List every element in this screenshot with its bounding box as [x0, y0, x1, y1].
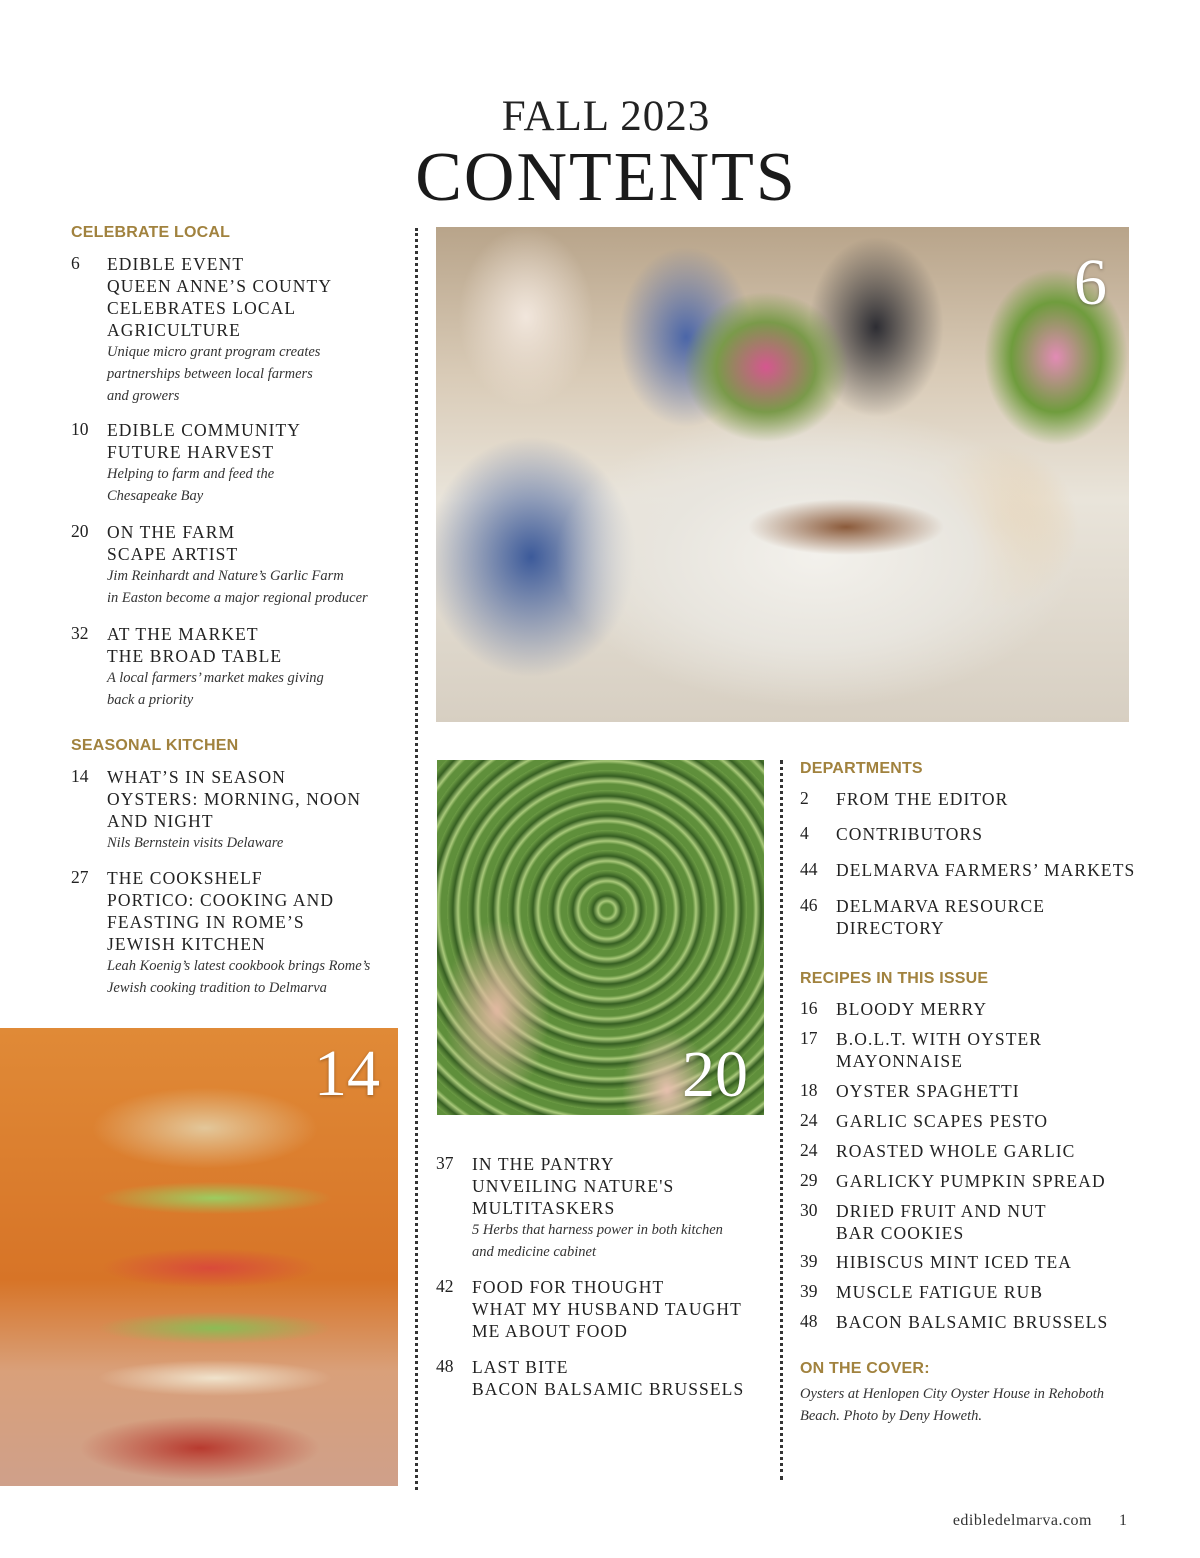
recipe-entry[interactable] [800, 1170, 1140, 1192]
recipe-entry[interactable] [800, 998, 1140, 1020]
recipe-title: OYSTER SPAGHETTI [836, 1081, 1020, 1101]
entry-title: MULTITASKERS [472, 1198, 616, 1218]
section-heading-celebrate-local: CELEBRATE LOCAL [71, 224, 231, 241]
entry-department: FOOD FOR THOUGHT [472, 1277, 665, 1297]
page-number: 18 [800, 1080, 818, 1100]
page-number: 16 [800, 998, 818, 1018]
toc-entry[interactable] [71, 253, 401, 407]
entry-title: FEASTING IN ROME’S [107, 912, 305, 932]
column-divider [415, 228, 418, 1490]
column-divider [780, 760, 783, 1480]
page-number: 27 [71, 867, 89, 887]
entry-department: AT THE MARKET [107, 624, 259, 644]
entry-title: QUEEN ANNE’S COUNTY [107, 276, 333, 296]
page-number: 48 [436, 1356, 454, 1376]
recipe-title: MUSCLE FATIGUE RUB [836, 1282, 1044, 1302]
page-number: 44 [800, 859, 818, 879]
entry-title: DIRECTORY [836, 918, 945, 938]
entry-title: DELMARVA RESOURCE [836, 896, 1046, 916]
page-number: 39 [800, 1281, 818, 1301]
recipe-entry[interactable] [800, 1110, 1140, 1132]
sandwich-photo[interactable] [0, 1028, 398, 1486]
website-url[interactable]: edibledelmarva.com [952, 1512, 1092, 1529]
entry-title: FUTURE HARVEST [107, 442, 275, 462]
recipe-entry[interactable] [800, 1080, 1140, 1102]
cover-caption-line: Beach. Photo by Deny Howeth. [800, 1408, 983, 1424]
page-number: 14 [71, 766, 89, 786]
entry-department: LAST BITE [472, 1357, 569, 1377]
entry-description: in Easton become a major regional producer [107, 590, 368, 606]
entry-department: EDIBLE EVENT [107, 254, 245, 274]
recipe-title: DRIED FRUIT AND NUT [836, 1201, 1047, 1221]
page-number: 29 [800, 1170, 818, 1190]
entry-department: IN THE PANTRY [472, 1154, 615, 1174]
entry-title: PORTICO: COOKING AND [107, 890, 335, 910]
entry-description: Leah Koenig’s latest cookbook brings Rome’s [107, 958, 371, 974]
recipe-title: ROASTED WHOLE GARLIC [836, 1141, 1076, 1161]
toc-entry[interactable] [71, 766, 401, 854]
entry-department: EDIBLE COMMUNITY [107, 420, 302, 440]
section-heading-departments: DEPARTMENTS [800, 760, 923, 777]
entry-description: Helping to farm and feed the [107, 466, 275, 482]
toc-entry[interactable] [71, 419, 401, 507]
toc-entry[interactable] [71, 867, 401, 999]
section-heading-recipes: RECIPES IN THIS ISSUE [800, 970, 989, 987]
entry-title: BACON BALSAMIC BRUSSELS [472, 1379, 745, 1399]
recipe-title: MAYONNAISE [836, 1051, 964, 1071]
page-number: 24 [800, 1110, 818, 1130]
recipe-entry[interactable] [800, 1028, 1140, 1072]
dinner-event-photo[interactable] [436, 227, 1129, 722]
page-title: CONTENTS [415, 139, 797, 216]
entry-title: UNVEILING NATURE'S [472, 1176, 675, 1196]
toc-entry[interactable] [436, 1153, 766, 1263]
page-number: 48 [800, 1311, 818, 1331]
page-number: 42 [436, 1276, 454, 1296]
recipe-entry[interactable] [800, 1140, 1140, 1162]
entry-department: ON THE FARM [107, 522, 236, 542]
recipe-entry[interactable] [800, 1281, 1140, 1303]
entry-department: THE COOKSHELF [107, 868, 263, 888]
page-number: 2 [800, 788, 809, 808]
toc-entry[interactable] [800, 788, 1140, 810]
recipe-title: GARLIC SCAPES PESTO [836, 1111, 1049, 1131]
recipe-entry[interactable] [800, 1311, 1140, 1333]
entry-title: ME ABOUT FOOD [472, 1321, 628, 1341]
page-number-footer: 1 [1119, 1512, 1127, 1529]
entry-description: Jewish cooking tradition to Delmarva [107, 980, 327, 996]
garlic-scapes-photo[interactable] [437, 760, 764, 1115]
entry-description: Jim Reinhardt and Nature’s Garlic Farm [107, 568, 344, 584]
entry-title: CELEBRATES LOCAL [107, 298, 297, 318]
recipe-title: BACON BALSAMIC BRUSSELS [836, 1312, 1109, 1332]
page-number: 37 [436, 1153, 454, 1173]
entry-title: JEWISH KITCHEN [107, 934, 266, 954]
recipe-title: BLOODY MERRY [836, 999, 988, 1019]
entry-title: OYSTERS: MORNING, NOON [107, 789, 362, 809]
entry-title: DELMARVA FARMERS’ MARKETS [836, 860, 1136, 880]
issue-season: FALL 2023 [501, 93, 711, 140]
cover-caption [800, 1383, 1140, 1427]
page-number: 32 [71, 623, 89, 643]
entry-title: FROM THE EDITOR [836, 789, 1009, 809]
recipe-title: BAR COOKIES [836, 1223, 965, 1243]
entry-title: CONTRIBUTORS [836, 824, 984, 844]
toc-entry[interactable] [71, 521, 401, 609]
page-number: 24 [800, 1140, 818, 1160]
page-number: 30 [800, 1200, 818, 1220]
page-number: 17 [800, 1028, 818, 1048]
toc-entry[interactable] [800, 823, 1140, 845]
toc-entry[interactable] [800, 895, 1140, 939]
photo-page-number: 14 [314, 1037, 380, 1110]
entry-description: Nils Bernstein visits Delaware [107, 835, 284, 851]
toc-entry[interactable] [436, 1276, 766, 1342]
entry-title: AGRICULTURE [107, 320, 241, 340]
page-number: 6 [71, 253, 80, 273]
page-number: 20 [71, 521, 89, 541]
entry-description: and growers [107, 388, 180, 404]
page-number: 4 [800, 823, 809, 843]
toc-entry[interactable] [71, 623, 401, 711]
photo-page-number: 20 [682, 1038, 748, 1111]
recipe-title: B.O.L.T. WITH OYSTER [836, 1029, 1043, 1049]
entry-description: Chesapeake Bay [107, 488, 204, 504]
page-number: 10 [71, 419, 89, 439]
section-heading-seasonal-kitchen: SEASONAL KITCHEN [71, 737, 239, 754]
entry-description: 5 Herbs that harness power in both kitchen [472, 1222, 723, 1238]
photo-page-number: 6 [1074, 246, 1107, 319]
toc-entry[interactable] [800, 859, 1140, 881]
section-heading-on-the-cover: ON THE COVER: [800, 1360, 930, 1377]
recipe-title: HIBISCUS MINT ICED TEA [836, 1252, 1072, 1272]
entry-title: SCAPE ARTIST [107, 544, 239, 564]
entry-title: THE BROAD TABLE [107, 646, 283, 666]
page-number: 39 [800, 1251, 818, 1271]
cover-caption-line: Oysters at Henlopen City Oyster House in Rehoboth [800, 1386, 1105, 1402]
toc-entry[interactable] [436, 1356, 766, 1400]
entry-description: Unique micro grant program creates [107, 344, 321, 360]
entry-description: A local farmers’ market makes giving [107, 670, 324, 686]
page-number: 46 [800, 895, 818, 915]
entry-title: AND NIGHT [107, 811, 214, 831]
entry-title: WHAT MY HUSBAND TAUGHT [472, 1299, 742, 1319]
entry-description: partnerships between local farmers [107, 366, 313, 382]
recipe-entry[interactable] [800, 1200, 1140, 1244]
entry-department: WHAT’S IN SEASON [107, 767, 286, 787]
recipe-entry[interactable] [800, 1251, 1140, 1273]
recipe-title: GARLICKY PUMPKIN SPREAD [836, 1171, 1106, 1191]
entry-description: back a priority [107, 692, 194, 708]
entry-description: and medicine cabinet [472, 1244, 597, 1260]
